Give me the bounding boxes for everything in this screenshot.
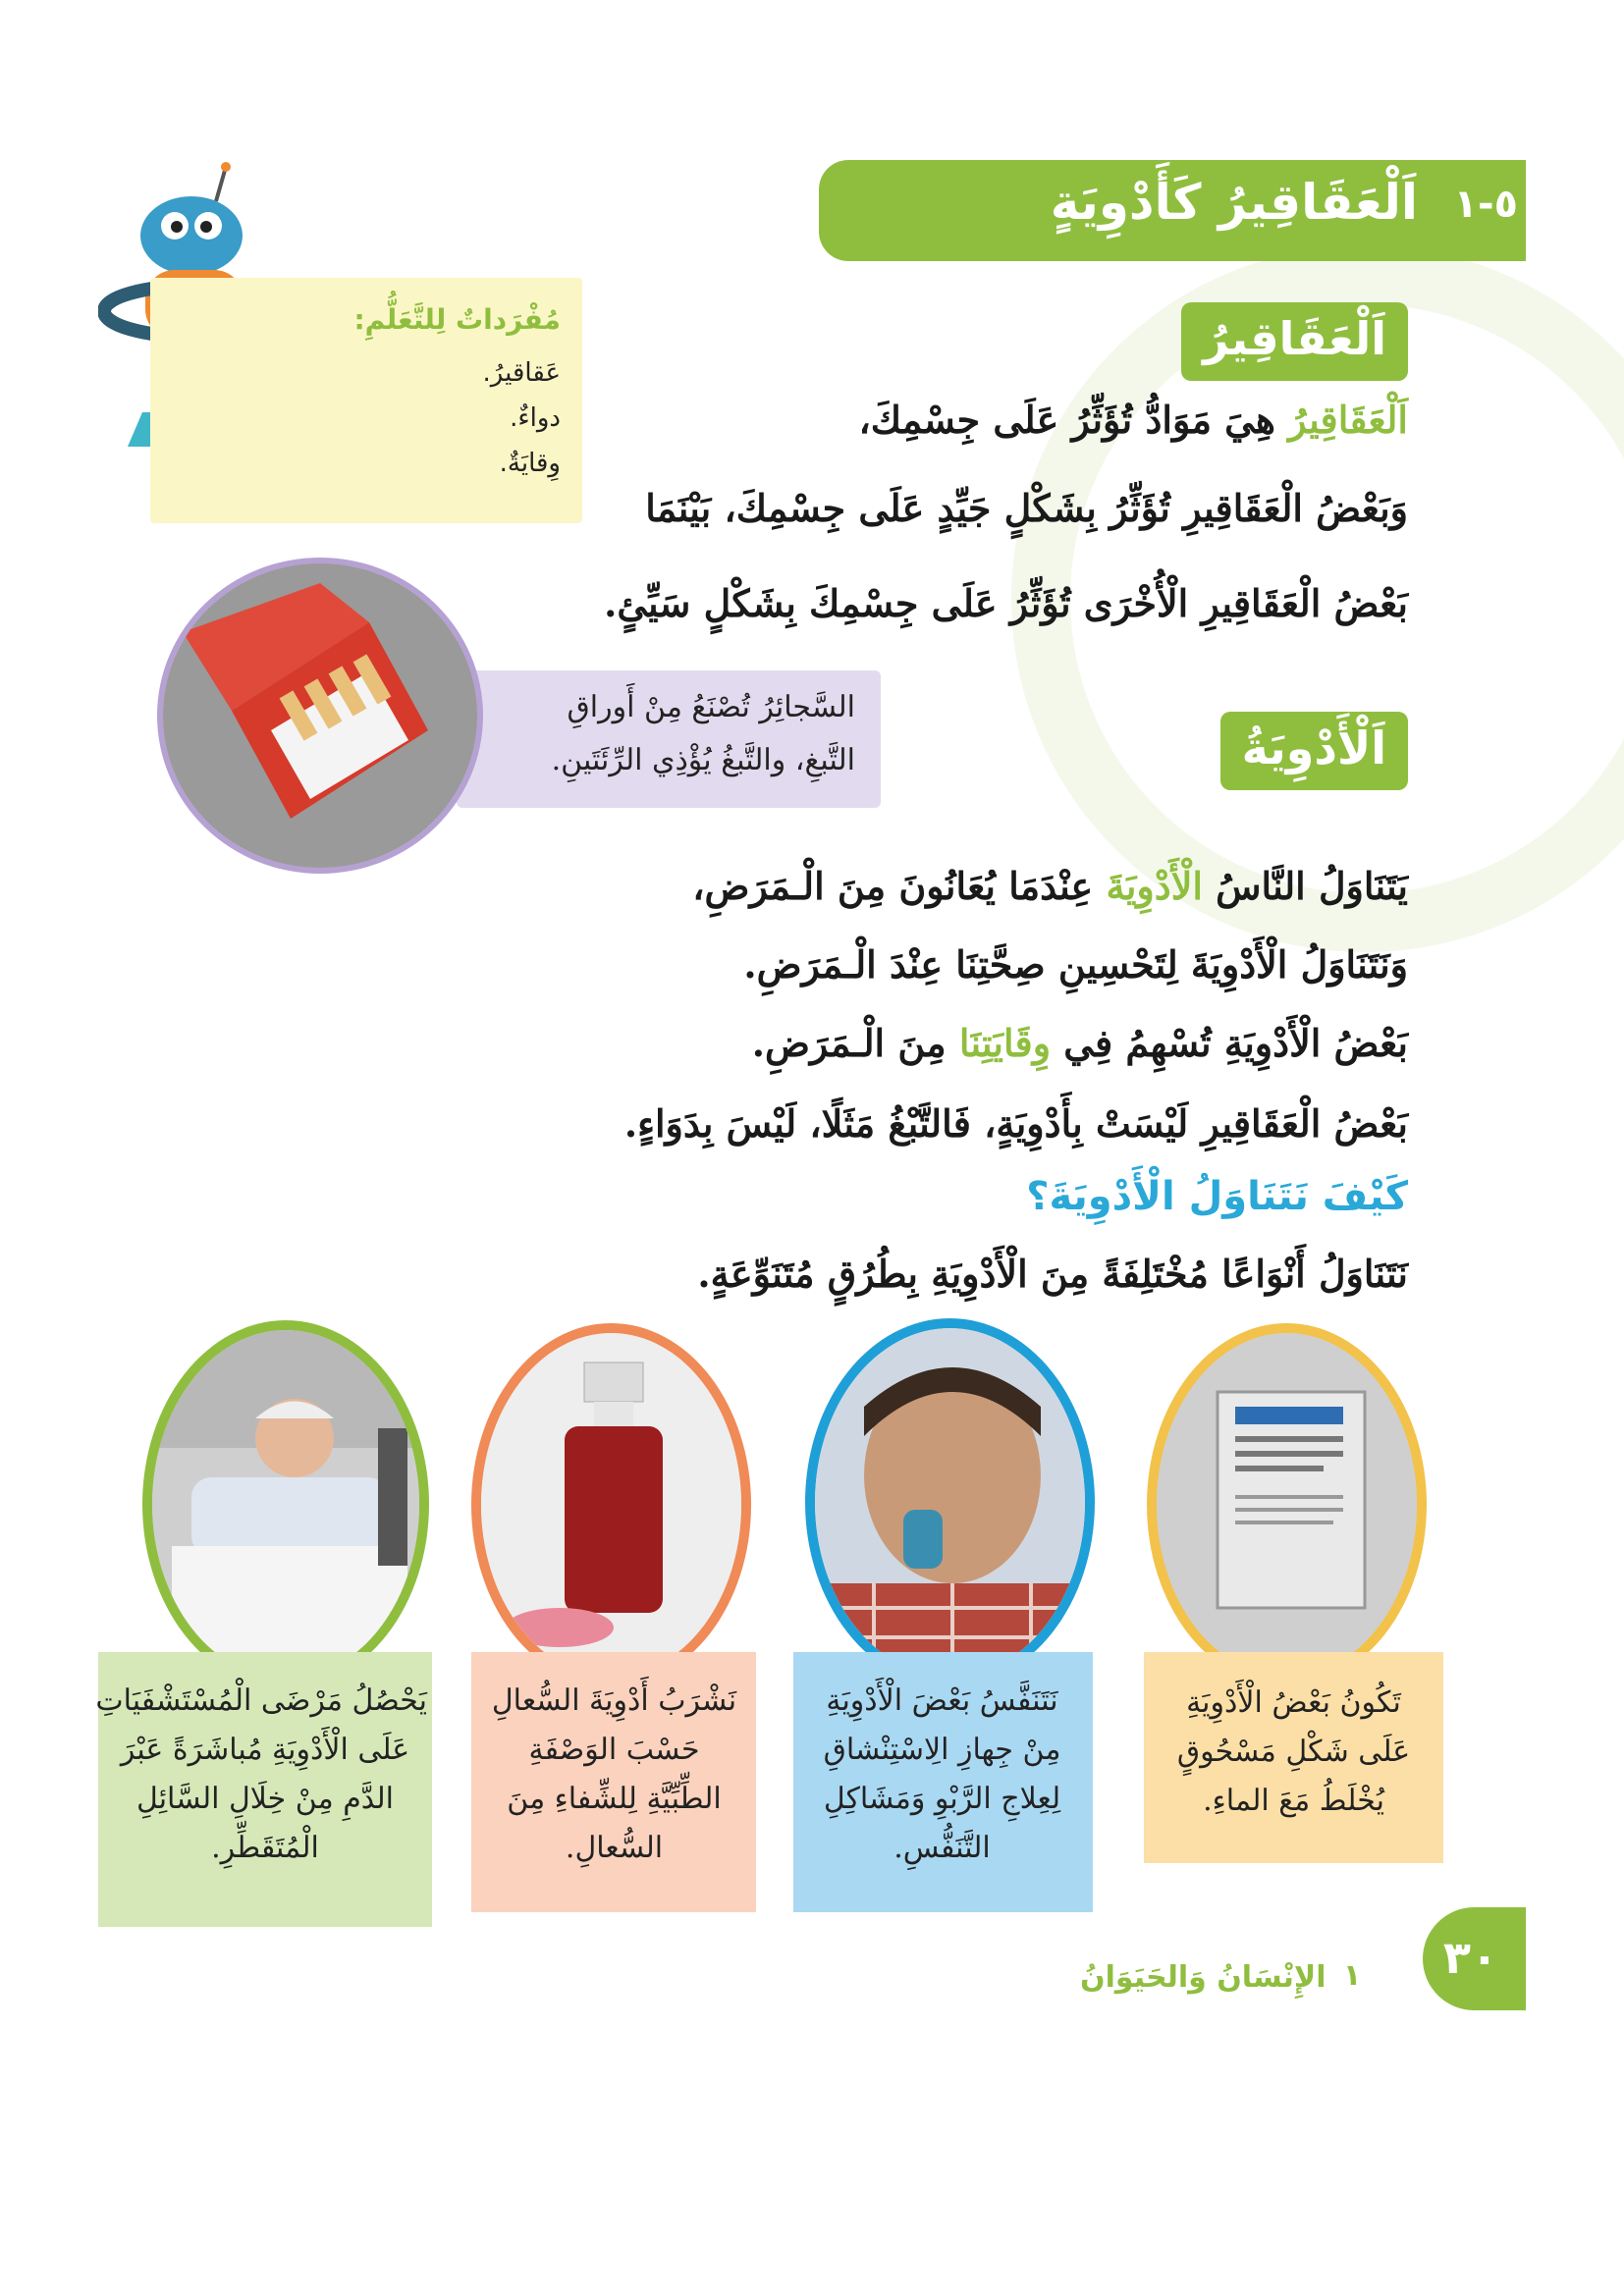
vocab-title: مُفْرَداتٌ لِلتَّعَلُّمِ: [353,303,561,336]
card-photo-powder [1147,1323,1427,1686]
caption-line: عَلَى شَكْلِ مَسْحُوقٍ [1176,1735,1411,1769]
prevention-highlight: وِقَايَتِنَا [958,1021,1052,1065]
drugs-line-1 [858,398,1408,442]
section-heading-drugs: اَلْعَقَاقِيرُ [1181,302,1408,381]
medicines-line-1 [692,864,1408,908]
medicines-line-2: وَنَتَنَاوَلُ الْأَدْوِيَةَ لِتَحْسِينِ صِحَّتِنَا عِنْدَ الْـمَرَضِ. [743,942,1408,987]
caption-line: مِنْ جِهازِ الِاسْتِنْشاقِ [823,1733,1061,1767]
vocab-box [150,278,582,523]
drugs-line-1-rest: هِيَ مَوَادُّ تُؤَثِّرُ عَلَى جِسْمِكَ، [858,398,1289,442]
lesson-title-band [819,160,1526,261]
section-heading-medicines: اَلْأَدْوِيَةُ [1220,712,1408,790]
card-photo-syrup [471,1323,751,1686]
caption-line: يُخْلَطُ مَعَ الماءِ. [1203,1784,1384,1818]
caption-line: حَسْبَ الوَصْفَةِ [528,1733,700,1767]
cigarette-note-line: التَّبغِ، والتَّبغُ يُؤْذِي الرِّئَتَينِ. [551,743,855,777]
vocab-item: عَقاقيرُ. [482,358,561,388]
medicines-line-3-a: بَعْضُ الْأَدْوِيَةِ تُسْهِمُ فِي [1051,1021,1408,1065]
inhaler-boy-icon [815,1328,1085,1677]
drugs-highlight: اَلْعَقَاقِيرُ [1288,398,1408,442]
vocab-item: وِقايَةٌ. [499,449,561,478]
caption-line: الطِّبِّيَّةِ لِلشِّفاءِ مِنَ [507,1782,722,1816]
cough-syrup-icon [481,1333,741,1677]
card-caption-hospital [95,1677,427,1873]
medicines-line-3-b: مِنَ الْـمَرَضِ. [751,1021,959,1065]
medicines-line-1-a: يَتَنَاوَلُ النَّاسُ [1202,864,1408,908]
cigarette-pack-icon [163,563,477,868]
question-heading: كَيْفَ نَتَنَاوَلُ الْأَدْوِيَةَ؟ [1026,1174,1408,1219]
lesson-number: ٥-١ [1453,182,1518,227]
card-caption-powder [1149,1679,1438,1826]
caption-line: نَتَنَفَّسُ بَعْضَ الْأَدْوِيَةِ [826,1683,1058,1718]
card-caption-syrup [469,1677,759,1873]
medicines-line-1-b: عِنْدَمَا يُعَانُونَ مِنَ الْـمَرَضِ، [692,864,1107,908]
cigarette-note-box [457,670,881,808]
caption-line: نَشْرَبُ أَدْوِيَةَ السُّعالِ [491,1683,737,1718]
caption-line: التَّنَفُّسِ. [893,1831,991,1865]
caption-line: لِعِلاجِ الرَّبْوِ وَمَشَاكِلِ [823,1782,1061,1816]
question-answer: نَتَنَاوَلُ أَنْوَاعًا مُخْتَلِفَةً مِنَ الْأَدْوِيَةِ بِطُرُقٍ مُتَنَوِّعَةٍ. [697,1252,1408,1296]
unit-number: ١ [1343,1958,1362,1993]
page-number-badge [1423,1907,1526,2010]
lesson-title: اَلْعَقَاقِيرُ كَأَدْوِيَةٍ [1050,174,1418,231]
hospital-patient-icon [152,1330,419,1679]
medicines-line-4: بَعْضُ الْعَقَاقِيرِ لَيْسَتْ بِأَدْوِيَةٍ، فَالتَّبْغُ مَثَلًا، لَيْسَ بِدَوَاءٍ. [623,1101,1408,1146]
drugs-line-3: بَعْضُ الْعَقَاقِيرِ الْأُخْرَى تُؤَثِّرُ عَلَى جِسْمِكَ بِشَكْلٍ سَيِّئٍ. [604,581,1408,625]
card-photo-hospital [142,1320,429,1688]
drugs-line-2: وَبَعْضُ الْعَقَاقِيرِ تُؤَثِّرُ بِشَكْلٍ جَيِّدٍ عَلَى جِسْمِكَ، بَيْنَمَا [645,486,1408,530]
caption-line: تَكُونُ بَعْضُ الْأَدْوِيَةِ [1186,1685,1401,1720]
caption-line: الدَّمِ مِنْ خِلَالِ السَّائِلِ [135,1782,394,1816]
card-photo-inhaler [805,1318,1095,1686]
caption-line: عَلَى الْأَدْوِيَةِ مُباشَرَةً عَبْرَ [120,1733,410,1767]
unit-title: الإِنْسَانُ وَالحَيَوَانُ [1080,1960,1326,1995]
cigarette-note-line: السَّجائِرُ تُصْنَعُ مِنْ أَوراقِ [567,690,855,724]
caption-line: السُّعالِ. [565,1831,664,1865]
card-caption-inhaler [797,1677,1087,1873]
caption-line: يَحْصُلُ مَرْضَى الْمُسْتَشْفَيَاتِ [95,1683,427,1718]
medicines-line-3 [752,1021,1408,1065]
powder-sachet-icon [1157,1333,1417,1677]
cigarette-pack-photo [157,558,483,874]
vocab-item: دواءٌ. [510,403,561,433]
caption-line: الْمُتَقَطِّرِ. [211,1831,319,1865]
medicines-highlight: الْأَدْوِيَةَ [1106,864,1203,908]
page-number: ٣٠ [1442,1931,1498,1984]
